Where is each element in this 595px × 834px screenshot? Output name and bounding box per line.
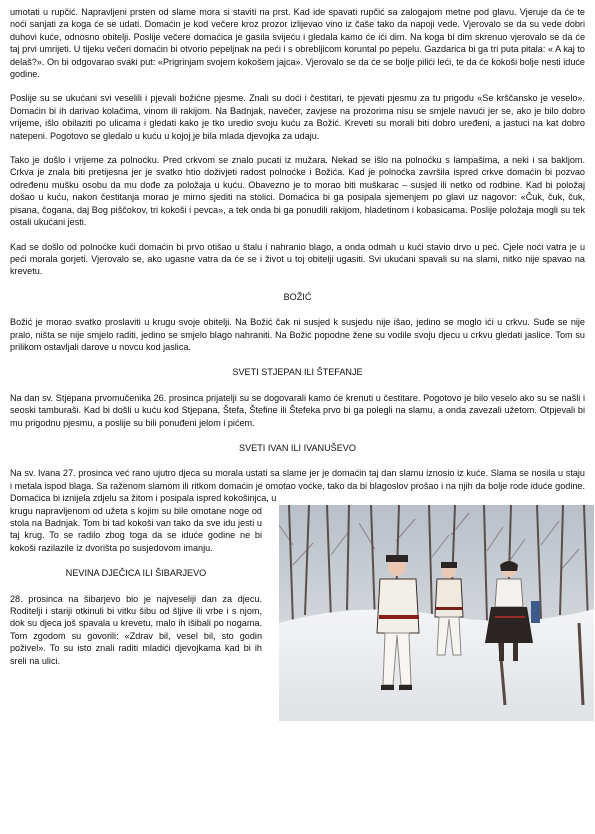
paragraph-2: Poslije su se ukućani svi veselili i pjevali božićne pjesme. Znali su doći i čestitari, te pjevati pjesmu za tu prigodu «Se krščansko je veselo». Domaćin bi ih darivao kolačima, vinom ili rakijom. Na Badnjak, navečer, zavjese na prozorima nisu se smjele navući jer se, ako je bilo dobro vrijeme, išlo obilaziti po ulicama i gledati kako je tko uredio svoju kuću za Božić. Kreveti su morali biti dobro uređeni, a jastuci na kat dobro natepeni. Pogotovo se gledalo u kuću u kojoj je bila mlada djevojka za udaju. [10, 93, 585, 141]
section-heading-bozic: BOŽIĆ [283, 291, 312, 302]
section-text-ivan: Na sv. Ivana 27. prosinca već rano ujutro djeca su morala ustati sa slame jer je domaćin taj dan slamu iznosio iz kuće. Slama se nosila u staju i metala ispod blaga. Sa raženom slamom ili ritkom domaćin je omotao voćke, tako da bi blagoslov prošao i na njih da bolje rode iduće godine. Domaćica bi iznijela zdjelu sa žitom i posipala ispred kokošinjca, u [10, 468, 585, 504]
left-column [10, 505, 262, 667]
bottom-two-column [10, 505, 585, 667]
section-heading-stjepan: SVETI STJEPAN ILI ŠTEFANJE [232, 367, 363, 378]
section-text-stjepan: Na dan sv. Stjepana prvomučenika 26. prosinca prijatelji su se dogovarali kamo će krenuti u čestitare. Pogotovo je bilo veselo ako su se našli i seoski tamburaši. Kad bi došli u kuću kod Stjepana, Štefa, Štefine ili Štefeka prvo bi ga polegli na slamu, a onda zavezali užetom. Otpjevali bi mu prigodnu pjesmu, a poslije su bili ponuđeni jelom i pićem. [10, 392, 585, 428]
left-continuation-text: krugu napravljenom od užeta s kojim su bile omotane noge od stola na Badnjak. Tom bi tad kokoši van tako da sve idu jesti u taj krug. To se radilo zbog toga da se iduće godine ne bi kokoši razilazile iz dvorišta po susjedovom imanju. [10, 505, 262, 553]
section-text-sibarjevo: 28. prosinca na šibarjevo bio je najveseliji dan za djecu. Roditelji i stariji otkinuli bi vitku šibu od šljive ili vrbe i s njom, dok su djeca još spavala u krevetu, malo ih išibali po nogama. Tom zgodom su govorili: «Zdrav bil, vesel bil, sto godin poživel». To su isto znali raditi mladići djevojkama kad bi ih sreli na ulici. [10, 593, 262, 666]
photo-illustration [279, 505, 594, 721]
section-heading-sibarjevo: NEVINA DJEČICA ILI ŠIBARJEVO [65, 568, 207, 579]
section-text-bozic: Božić je morao svatko proslaviti u krugu svoje obitelji. Na Božić čak ni susjed k susjedu nije išao, jedino se moglo ići u crkvu. Suđe se nije pralo, ništa se nije smjelo raditi, jedino se smjelo blago nahraniti. Na Božić popodne žene su vodile svoju djecu u crkvu gledati jaslice. Tom su prilikom ostavljali darove u novcu kod jaslica. [10, 317, 585, 352]
photo-children-in-snow [279, 505, 594, 721]
section-heading-ivan: SVETI IVAN ILI IVANUŠEVO [239, 442, 356, 453]
paragraph-4: Kad se došlo od polnoćke kući domaćin bi prvo otišao u štalu i nahranio blago, a onda odmah u kući stavio drvo u peć. Cjele noći vatra je u peći morala gorjeti. Vjerovalo se, ako ugasne vatra da će se i život u toj obitelji ugasiti. Svi ukućani spavali su na slami, nitko nije spavao na krevetu. [10, 241, 585, 277]
paragraph-1: umotati u rupčić. Napravljeni prsten od slame mora si staviti na prst. Kad ide spavati rupčić sa zalogajom metne pod glavu. Vjeruje da će te noći sanjati za koga će se udati. Domaćin je kod večere kroz prozor izlijevao vino iz čaše tako da napoji vede. Vjerovalo se da su vede dobri duhovi kuće, odnosno obitelji. Poslije večere domaćica je gasila svijeću i gledala kamo će ići dim. Na koga bi dim skrenuo vjerovalo se da će taj prvi umrijeti. U tijeku večeri domaćin bi otvorio pepeljnak na peći i s obrebljicom koruntal po pepelu. Gazdarica bi ga tri puta pitala: « A kaj to delaš?». On bi odgovarao svaki put: «Prigrinjam svojem kokošem jajca». Vjerovalo se da će se bolje pilići leći, te da će kokoši bolje nesti iduće godine. [10, 7, 585, 80]
paragraph-3: Tako je došlo i vrijeme za polnoćku. Pred crkvom se znalo pucati iz mužara. Nekad se išlo na polnoćku s lampašima, a neki i sa bakljom. Crkva je znala biti pretijesna jer je svatko htio doživjeti radost polnoćke i Božića. Kad je polnoćka završila ispred crkve domaćin bi pozvao određenu mušku osobu da mu dođe za položaja u kuću. Obavezno je to morao biti muškarac – susjed ili netko od rodbine. Kad bi položaj došao u kuću, nakon čestitanja morao je mirno sjediti na stolici. Domaćica bi ga posipala sjemenjem po glavi uz nagovor: «Čuk, čuk, čuk, pisana, čogana, daj Bog piščokov, tri kokoši i pevca», a tek onda bi ga ponudili rakijom, hladetinom i kobasicama. Poslije položaja mogli su tek ostali ukućani jesti. [10, 155, 585, 228]
